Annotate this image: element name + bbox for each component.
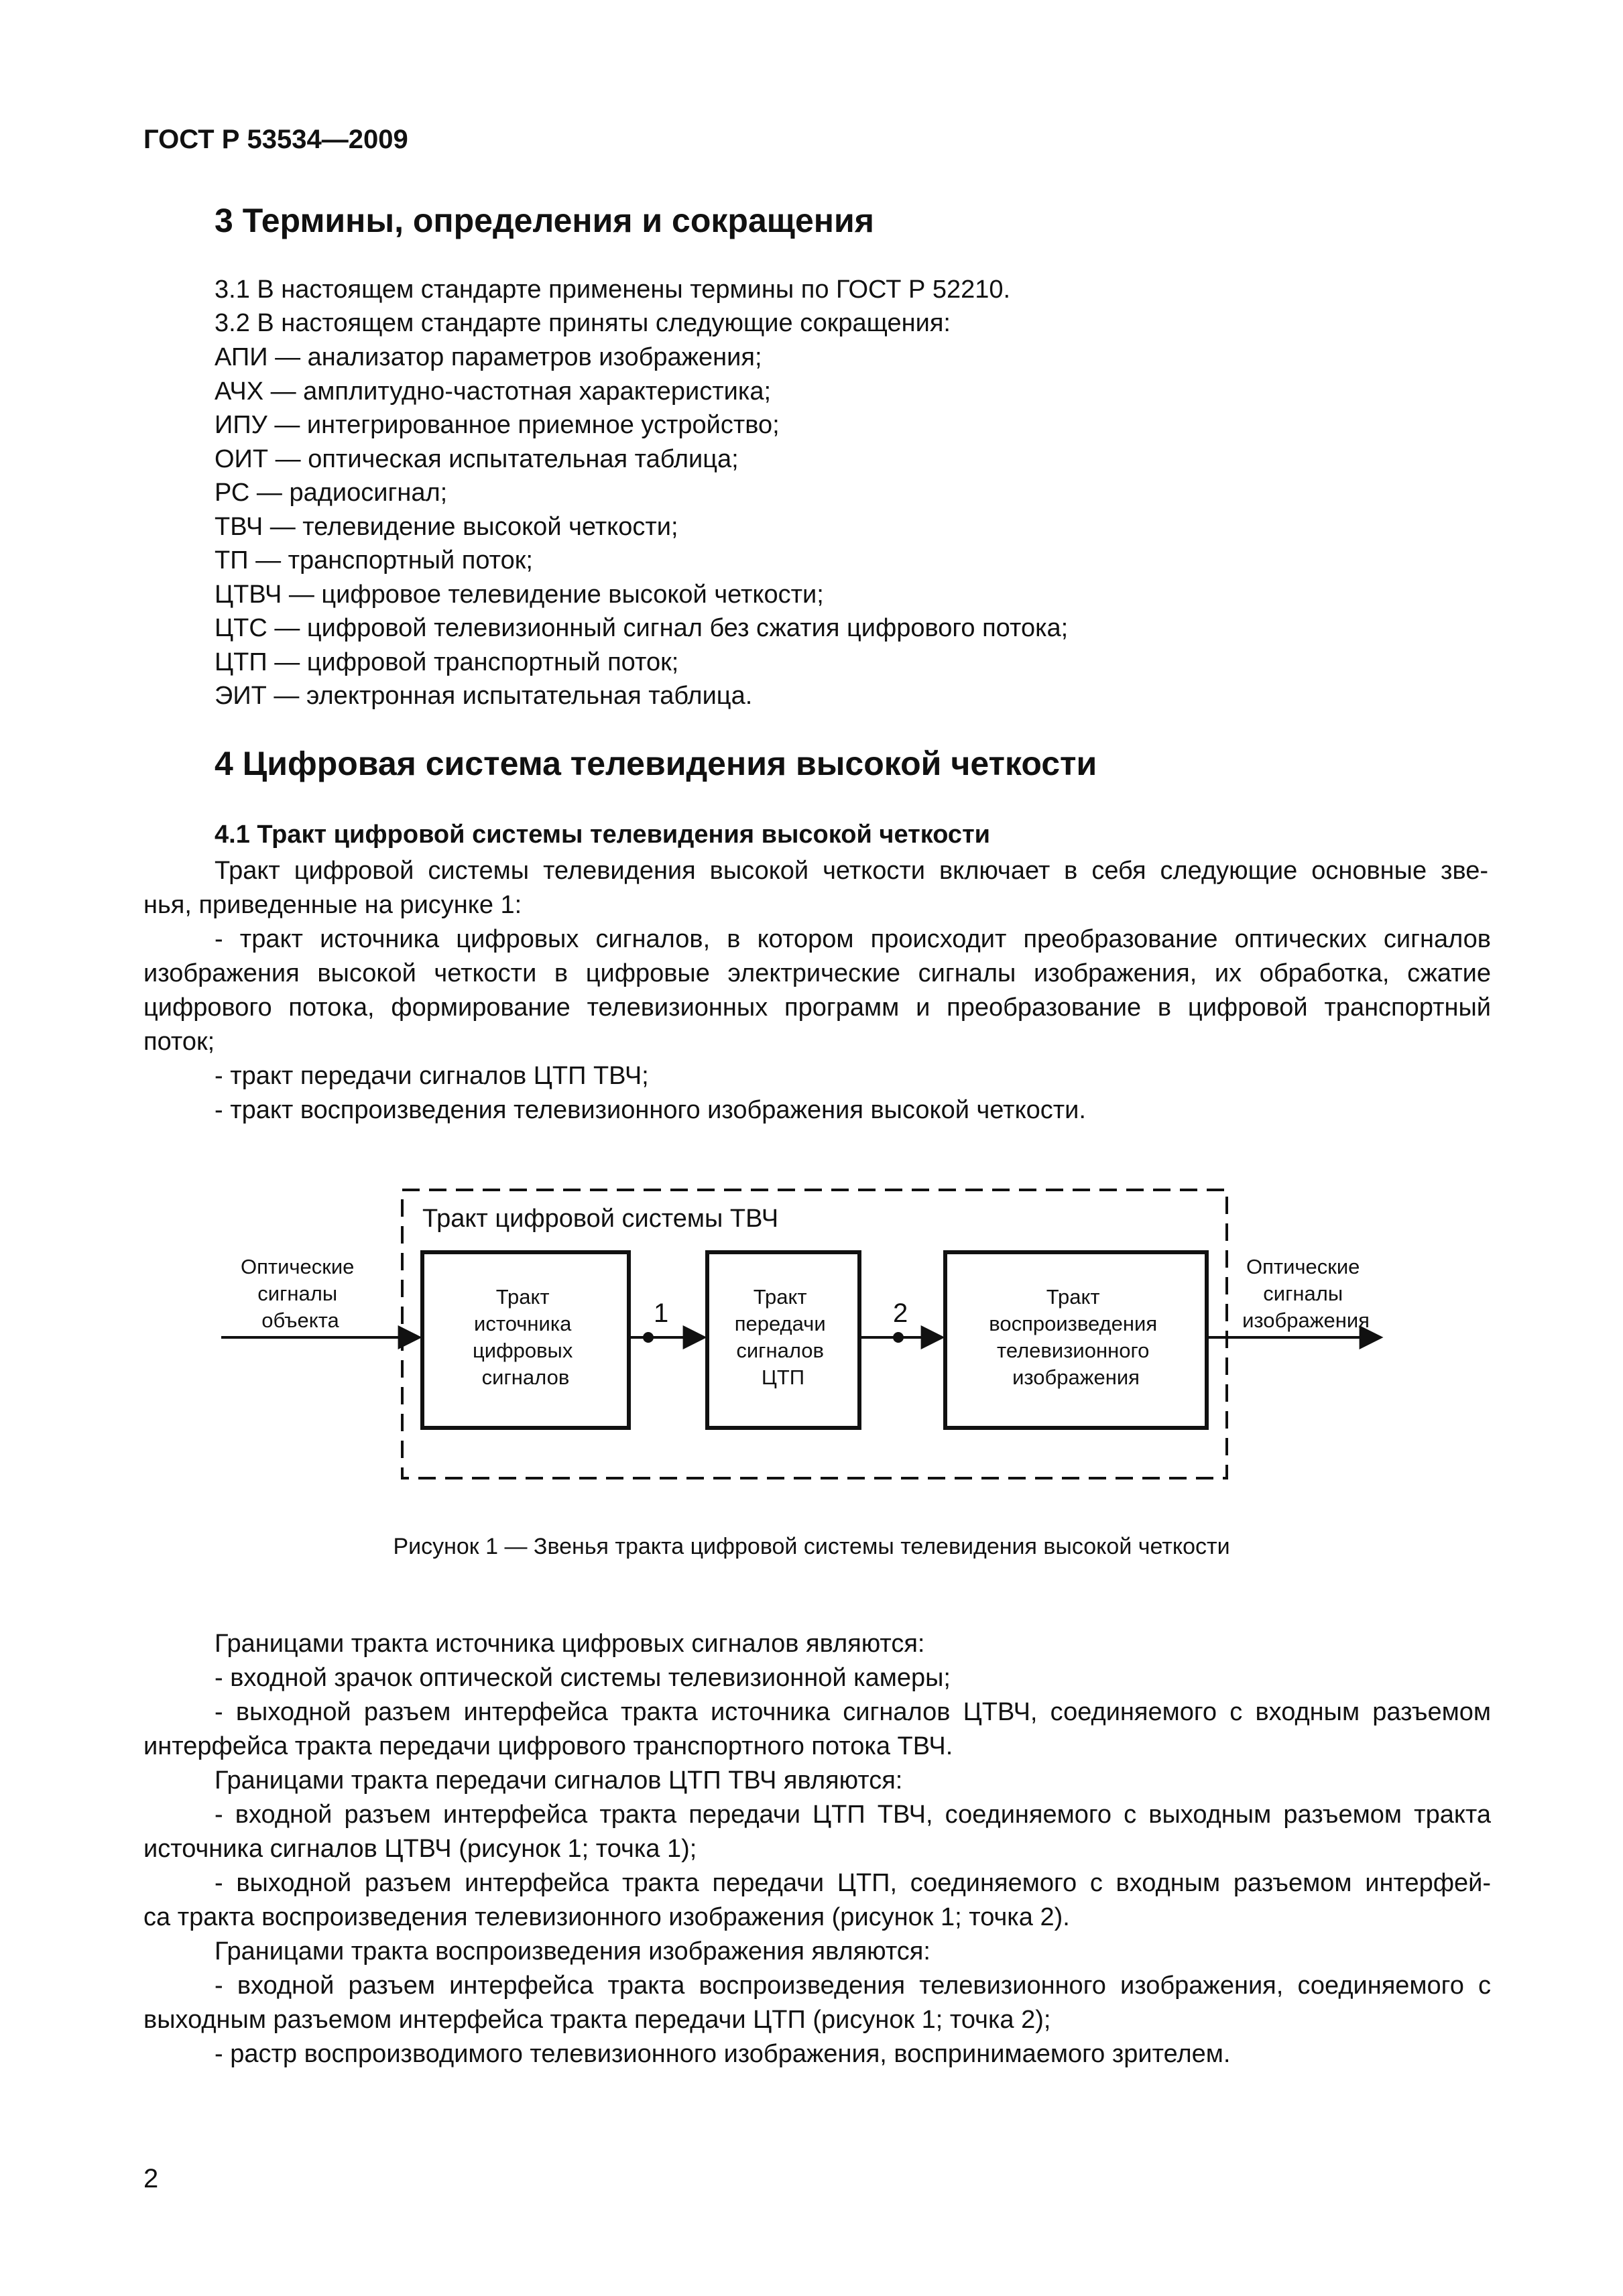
boundary-line: источника сигналов ЦТВЧ (рисунок 1; точка 1); xyxy=(143,1835,697,1863)
item-1-line-2: изображения высокой четкости в цифровые электрические сигналы изображения, их обработка, сжатие xyxy=(143,959,1491,987)
item-3-text: - тракт воспроизведения телевизионного изображения высокой четкости. xyxy=(215,1096,1086,1124)
abbreviation-item: ЦТВЧ — цифровое телевидение высокой четкости; xyxy=(215,580,824,609)
boundary-line: - входной разъем интерфейса тракта воспроизведения телевизионного изображения, соединяемого с xyxy=(215,1972,1491,2000)
block-transmission-label: Тракт передачи сигналов ЦТП xyxy=(734,1285,826,1389)
frame-title: Тракт цифровой системы ТВЧ xyxy=(422,1205,779,1233)
boundary-line: Границами тракта источника цифровых сигналов являются: xyxy=(215,1630,925,1658)
section-3-2-text: 3.2 В настоящем стандарте приняты следующие сокращения: xyxy=(215,309,951,337)
boundaries-text xyxy=(143,1629,1491,2073)
point-2-dot xyxy=(893,1332,904,1343)
abbreviation-item: ЭИТ — электронная испытательная таблица. xyxy=(215,682,753,710)
boundary-line: са тракта воспроизведения телевизионного изображения (рисунок 1; точка 2). xyxy=(143,1903,1070,1931)
abbreviation-item: АПИ — анализатор параметров изображения; xyxy=(215,343,762,371)
output-label: Оптические сигналы изображения xyxy=(1242,1255,1370,1332)
point-2-label: 2 xyxy=(893,1298,908,1328)
boundary-line: интерфейса тракта передачи цифрового транспортного потока ТВЧ. xyxy=(143,1732,953,1760)
abbreviation-item: ТП — транспортный поток; xyxy=(215,546,533,575)
boundary-line: Границами тракта воспроизведения изображения являются: xyxy=(215,1937,930,1966)
input-label: Оптические сигналы объекта xyxy=(240,1255,355,1332)
abbreviation-item: ЦТП — цифровой транспортный поток; xyxy=(215,648,679,676)
section-3-1-text: 3.1 В настоящем стандарте применены термины по ГОСТ Р 52210. xyxy=(215,276,1011,304)
block-source-label: Тракт источника цифровых сигналов xyxy=(473,1285,573,1389)
abbreviation-item: ОИТ — оптическая испытательная таблица; xyxy=(215,444,739,473)
point-1-label: 1 xyxy=(654,1298,669,1328)
section-4-heading: 4 Цифровая система телевидения высокой четкости xyxy=(215,745,1097,782)
abbreviation-item: ТВЧ — телевидение высокой четкости; xyxy=(215,512,678,541)
item-1-line-3: цифрового потока, формирование телевизионных программ и преобразование в цифровой транспортный xyxy=(143,993,1491,1022)
abbreviation-item: АЧХ — амплитудно-частотная характеристика; xyxy=(215,377,772,406)
item-1-line-4: поток; xyxy=(143,1028,215,1056)
boundary-line: - выходной разъем интерфейса тракта передачи ЦТП, соединяемого с входным разъемом интерфей- xyxy=(215,1869,1491,1897)
section-4-1-heading: 4.1 Тракт цифровой системы телевидения высокой четкости xyxy=(215,821,991,849)
intro-line-1: Тракт цифровой системы телевидения высокой четкости включает в себя следующие основные зве- xyxy=(215,857,1488,885)
figure-1-caption: Рисунок 1 — Звенья тракта цифровой системы телевидения высокой четкости xyxy=(393,1534,1230,1559)
boundary-line: выходным разъемом интерфейса тракта передачи ЦТП (рисунок 1; точка 2); xyxy=(143,2006,1051,2034)
boundary-line: - входной зрачок оптической системы телевизионной камеры; xyxy=(215,1664,951,1692)
abbreviation-item: ИПУ — интегрированное приемное устройство; xyxy=(215,411,780,439)
boundary-line: - выходной разъем интерфейса тракта источника сигналов ЦТВЧ, соединяемого с входным разъемом xyxy=(215,1698,1491,1726)
document-number: ГОСТ Р 53534—2009 xyxy=(143,125,408,154)
intro-line-2: нья, приведенные на рисунке 1: xyxy=(143,891,522,919)
block-reproduction-label: Тракт воспроизведения телевизионного изображения xyxy=(989,1285,1158,1389)
item-2-text: - тракт передачи сигналов ЦТП ТВЧ; xyxy=(215,1062,649,1090)
boundary-line: - входной разъем интерфейса тракта передачи ЦТП ТВЧ, соединяемого с выходным разъемом тракта xyxy=(215,1801,1491,1829)
page-number: 2 xyxy=(143,2164,159,2193)
abbreviation-item: ЦТС — цифровой телевизионный сигнал без сжатия цифрового потока; xyxy=(215,614,1069,642)
section-3-heading: 3 Термины, определения и сокращения xyxy=(215,202,874,239)
abbreviation-item: РС — радиосигнал; xyxy=(215,479,448,507)
boundary-line: Границами тракта передачи сигналов ЦТП ТВЧ являются: xyxy=(215,1766,903,1795)
item-1-line-1: - тракт источника цифровых сигналов, в котором происходит преобразование оптических сигналов xyxy=(215,925,1491,953)
point-1-dot xyxy=(643,1332,654,1343)
boundary-line: - растр воспроизводимого телевизионного изображения, воспринимаемого зрителем. xyxy=(215,2040,1231,2068)
